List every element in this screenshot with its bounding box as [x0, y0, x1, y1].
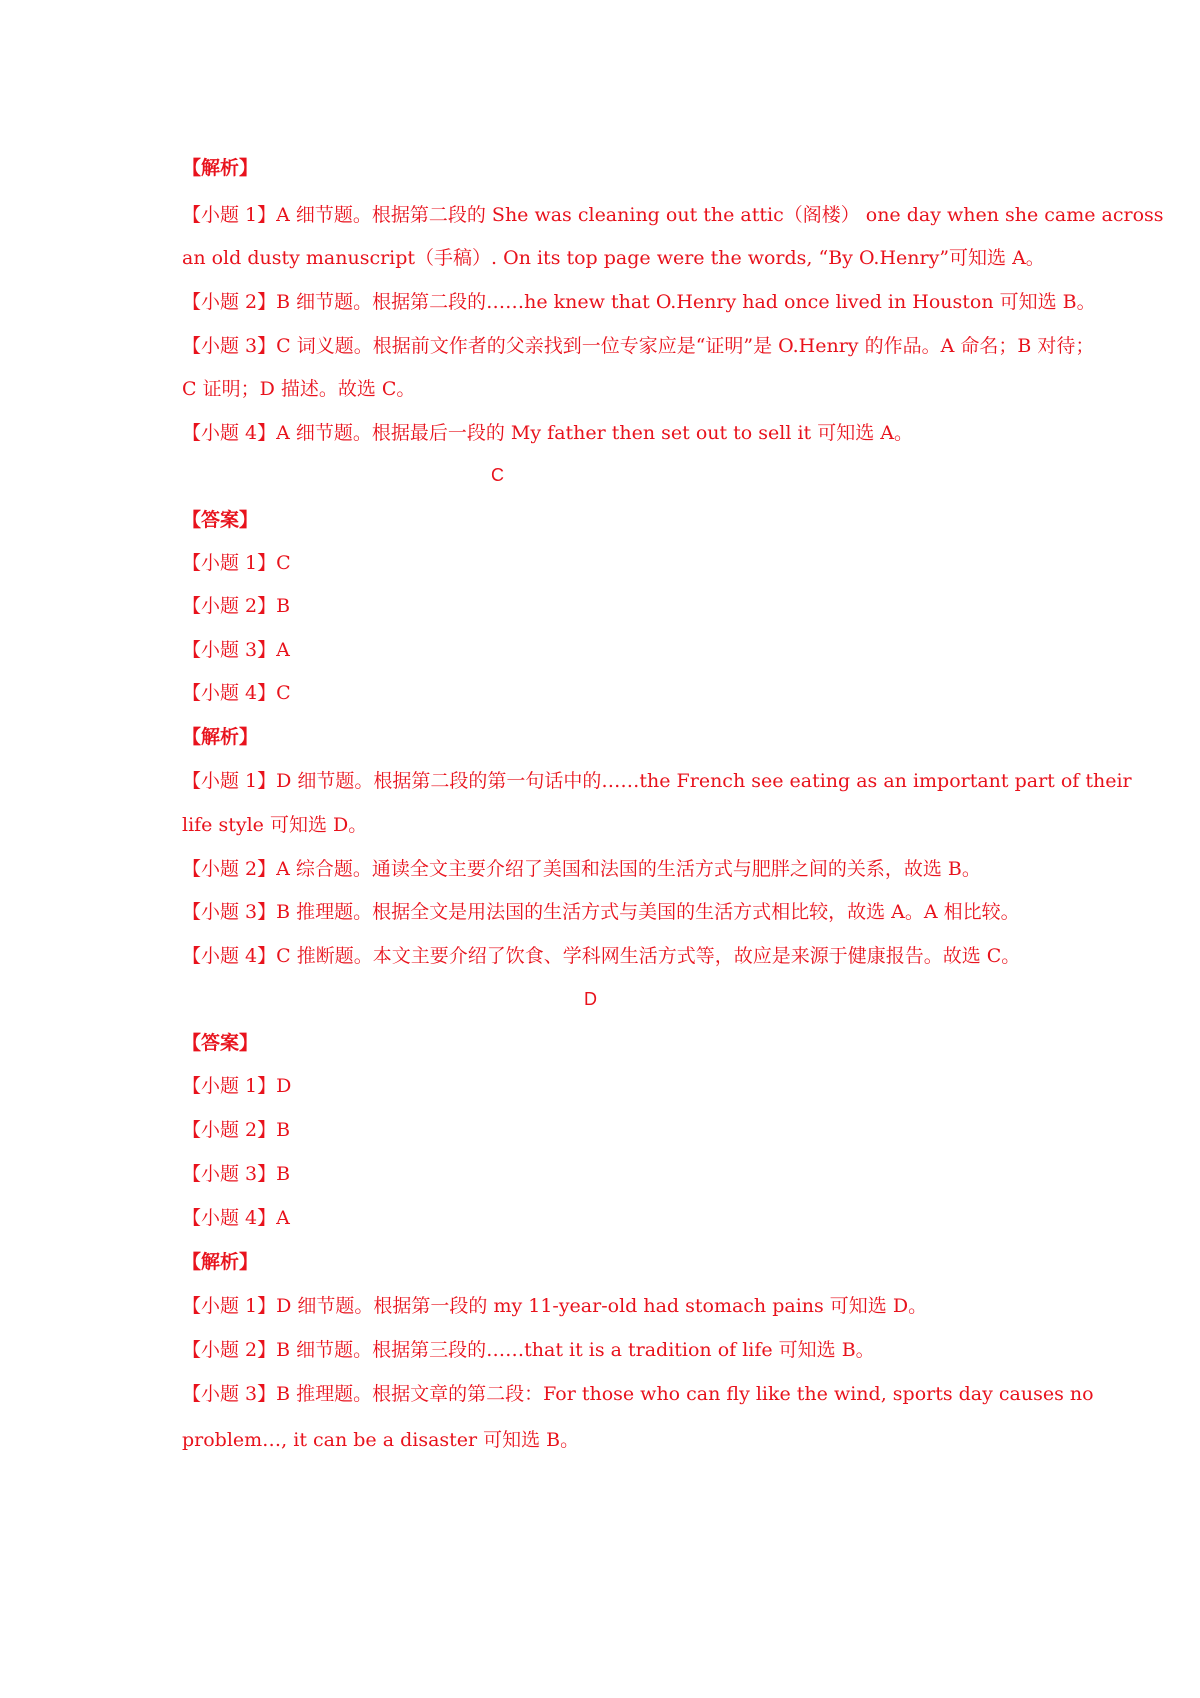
- answer-item: 【小题 2】B: [182, 1119, 291, 1141]
- answer-heading: 【答案】: [182, 1032, 259, 1054]
- answer-item: 【小题 3】A: [182, 639, 290, 661]
- analysis-item: 【小题 2】A 综合题。通读全文主要介绍了美国和法国的生活方式与肥胖之间的关系，故选 B。: [182, 858, 981, 880]
- analysis-item: 【小题 3】B 推理题。根据全文是用法国的生活方式与美国的生活方式相比较，故选 A。A 相比较。: [182, 901, 1020, 923]
- analysis-item: 【小题 1】D 细节题。根据第二段的第一句话中的……the French see eating as an important part of their: [182, 770, 1132, 792]
- analysis-item: 【小题 1】A 细节题。根据第二段的 She was cleaning out the attic（阁楼） one day when she came across: [182, 204, 1164, 226]
- answer-heading: 【答案】: [182, 509, 259, 531]
- analysis-heading: 【解析】: [182, 726, 259, 748]
- analysis-item: 【小题 2】B 细节题。根据第三段的……that it is a tradition of life 可知选 B。: [182, 1339, 875, 1361]
- answer-item: 【小题 2】B: [182, 595, 291, 617]
- answer-item: 【小题 4】A: [182, 1207, 290, 1229]
- answer-item: 【小题 1】D: [182, 1075, 292, 1097]
- analysis-item: 【小题 3】C 词义题。根据前文作者的父亲找到一位专家应是“证明”是 O.Henry 的作品。A 命名；B 对待；: [182, 335, 1095, 357]
- section-label: D: [584, 989, 597, 1009]
- analysis-item-continued: life style 可知选 D。: [182, 814, 368, 836]
- answer-item: 【小题 1】C: [182, 552, 291, 574]
- analysis-item-continued: C 证明；D 描述。故选 C。: [182, 378, 416, 400]
- analysis-item: 【小题 4】A 细节题。根据最后一段的 My father then set out to sell it 可知选 A。: [182, 422, 913, 444]
- answer-item: 【小题 4】C: [182, 682, 291, 704]
- analysis-heading: 【解析】: [182, 1251, 259, 1273]
- analysis-item: 【小题 3】B 推理题。根据文章的第二段：For those who can fly like the wind, sports day causes no: [182, 1383, 1094, 1405]
- answer-item: 【小题 3】B: [182, 1163, 291, 1185]
- analysis-item: 【小题 2】B 细节题。根据第二段的……he knew that O.Henry had once lived in Houston 可知选 B。: [182, 291, 1096, 313]
- analysis-heading: 【解析】: [182, 157, 259, 179]
- analysis-item: 【小题 1】D 细节题。根据第一段的 my 11-year-old had stomach pains 可知选 D。: [182, 1295, 928, 1317]
- analysis-item: 【小题 4】C 推断题。本文主要介绍了饮食、学科网生活方式等，故应是来源于健康报告。故选 C。: [182, 945, 1021, 967]
- analysis-item-continued: problem…, it can be a disaster 可知选 B。: [182, 1429, 580, 1451]
- section-label: C: [491, 465, 504, 485]
- analysis-item-continued: an old dusty manuscript（手稿）. On its top page were the words, “By O.Henry”可知选 A。: [182, 247, 1045, 269]
